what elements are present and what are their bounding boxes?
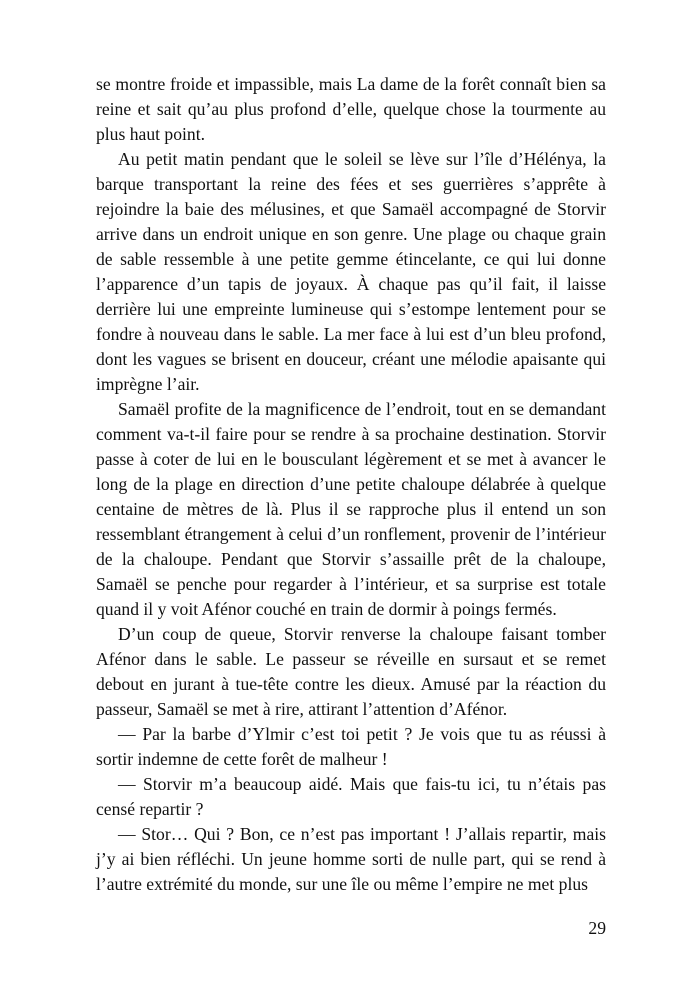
paragraph-1: se montre froide et impassible, mais La dame de la forêt connaît bien sa reine et sait qu’au plus profond d’elle, quelque chose la tourmente au plus haut point. (96, 74, 606, 144)
page-body (96, 72, 606, 897)
paragraph-2: Au petit matin pendant que le soleil se lève sur l’île d’Hélénya, la barque transportant la reine des fées et ses guerrières s’apprête à rejoindre la baie des mélusines, et que Samaël accompagné de Storvir arrive dans un endroit unique en son genre. Une plage ou chaque grain de sable ressemble à une petite gemme étincelante, ce qui lui donne l’apparence d’un tapis de joyaux. À chaque pas qu’il fait, il laisse derrière lui une empreinte lumineuse qui s’estompe lentement pour se fondre à nouveau dans le sable. La mer face à lui est d’un bleu profond, dont les vagues se brisent en douceur, créant une mélodie apaisante qui imprègne l’air. (96, 149, 606, 394)
paragraph-3: Samaël profite de la magnificence de l’endroit, tout en se demandant comment va-t-il faire pour se rendre à sa prochaine destination. Storvir passe à coter de lui en le bousculant légèrement et se met à avancer le long de la plage en direction d’une petite chaloupe délabrée à quelque centaine de mètres de là. Plus il se rapproche plus il entend un son ressemblant étrangement à celui d’un ronflement, provenir de l’intérieur de la chaloupe. Pendant que Storvir s’assaille prêt de la chaloupe, Samaël se penche pour regarder à l’intérieur, et sa surprise est totale quand il y voit Afénor couché en train de dormir à poings fermés. (96, 399, 606, 619)
page-number: 29 (588, 918, 606, 938)
dialogue-line-1: — Par la barbe d’Ylmir c’est toi petit ? Je vois que tu as réussi à sortir indemne de cette forêt de malheur ! (96, 724, 606, 769)
dialogue-line-2: — Storvir m’a beaucoup aidé. Mais que fais-tu ici, tu n’étais pas censé repartir ? (96, 774, 606, 819)
paragraph-4: D’un coup de queue, Storvir renverse la chaloupe faisant tomber Afénor dans le sable. Le passeur se réveille en sursaut et se remet debout en jurant à tue-tête contre les dieux. Amusé par la réaction du passeur, Samaël se met à rire, attirant l’attention d’Afénor. (96, 624, 606, 719)
dialogue-line-3: — Stor… Qui ? Bon, ce n’est pas important ! J’allais repartir, mais j’y ai bien réfléchi. Un jeune homme sorti de nulle part, qui se rend à l’autre extrémité du monde, sur une île ou même l’empire ne met plus (96, 824, 606, 894)
